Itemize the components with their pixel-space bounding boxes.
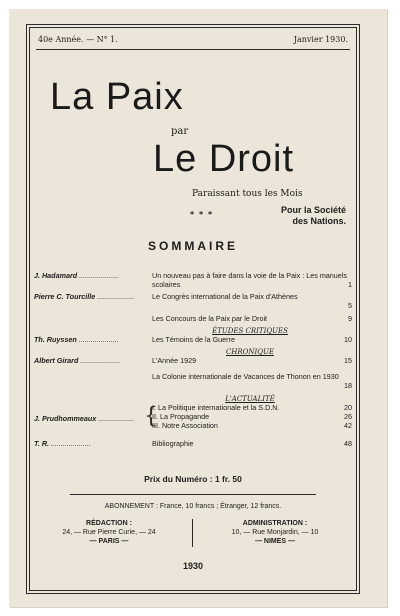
toc-author: J. Hadamard ..... [34, 272, 134, 281]
toc-entry-5 [30, 357, 356, 367]
toc-page: 10 [344, 335, 352, 344]
toc-page: 26 [344, 412, 352, 421]
masthead-stars: * * * [190, 210, 214, 219]
redaction-block [34, 519, 184, 546]
toc-page: 1 [348, 280, 352, 289]
toc-entry-4 [30, 336, 356, 346]
magazine-cover [9, 9, 387, 607]
actualite-group [30, 404, 356, 434]
section-actualite: L'ACTUALITÉ [225, 395, 275, 403]
admin-address: 10, — Rue Monjardin, — 10 [231, 529, 319, 536]
toc-entry-3 [30, 315, 356, 325]
subscription-line: ABONNEMENT : France, 10 francs ; Étranger, 12 francs. [104, 503, 282, 510]
toc-title: L'Année 1929 [152, 356, 197, 365]
toc-author: Albert Girard ..... [34, 357, 134, 366]
toc-title: I. La Politique internationale et la S.D.N. [152, 403, 280, 412]
toc-title: Le Congrès international de la Paix d'Athènes [152, 292, 298, 301]
section-etudes-critiques: ÉTUDES CRITIQUES [212, 327, 288, 335]
admin-label: ADMINISTRATION : [242, 520, 308, 527]
toc-title: II. La Propagande [152, 412, 210, 421]
toc-author: Th. Ruyssen ..... [34, 336, 134, 345]
header-rule [36, 49, 350, 50]
toc-title: Bibliographie [152, 439, 194, 448]
masthead-line2: Le Droit [153, 138, 295, 180]
toc-page: 9 [348, 314, 352, 323]
toc-author: Pierre C. Tourcille ..... [34, 293, 134, 302]
issue-number: 40e Année. — N° 1. [38, 35, 118, 44]
section-chronique: CHRONIQUE [225, 348, 275, 356]
price-line: Prix du Numéro : 1 fr. 50 [144, 474, 242, 484]
toc-entry-2 [30, 292, 356, 310]
publication-year: 1930 [182, 561, 204, 571]
brace-glyph: { [144, 404, 158, 429]
toc-title: Les Concours de la Paix par le Droit [152, 314, 268, 323]
toc-entry-6 [30, 373, 356, 393]
redaction-address: 24, — Rue Pierre Curie, — 24 [62, 529, 156, 536]
cover-frame [29, 27, 357, 591]
sommaire-heading: SOMMAIRE [148, 239, 238, 253]
footer-divider [192, 519, 193, 547]
redaction-label: RÉDACTION : [86, 520, 132, 527]
toc-page: 42 [344, 421, 352, 430]
toc-page: 15 [344, 356, 352, 365]
administration-block [200, 519, 350, 546]
admin-city: — NIMES — [254, 538, 296, 545]
toc-page: 48 [344, 439, 352, 448]
toc-page: 5 [348, 301, 352, 310]
toc-title: III. Notre Association [152, 421, 218, 430]
masthead-par: par [171, 126, 189, 137]
toc-entry-1 [30, 271, 356, 289]
toc-title: La Colonie internationale de Vacances de Thonon en 1930 [152, 372, 339, 381]
pour-line2: des Nations. [292, 216, 346, 226]
toc-page: 18 [344, 381, 352, 390]
pour-line1: Pour la Société [280, 205, 346, 215]
masthead-line1: La Paix [50, 76, 184, 118]
toc-title: Un nouveau pas à faire dans la voie de la Paix : Les manuels scolaires [152, 271, 347, 289]
toc-author: J. Prudhommeaux ..... [34, 415, 134, 424]
toc-title: Les Témoins de la Guerre [152, 335, 235, 344]
masthead-pour [281, 205, 346, 227]
issue-date: Janvier 1930. [293, 35, 348, 44]
toc-entry-10 [30, 440, 356, 450]
toc-author: T. R. ..... [34, 440, 134, 449]
masthead-subtitle: Paraissant tous les Mois [192, 189, 303, 199]
footer-rule [70, 494, 316, 495]
redaction-city: — PARIS — [89, 538, 129, 545]
toc-page: 20 [344, 403, 352, 412]
